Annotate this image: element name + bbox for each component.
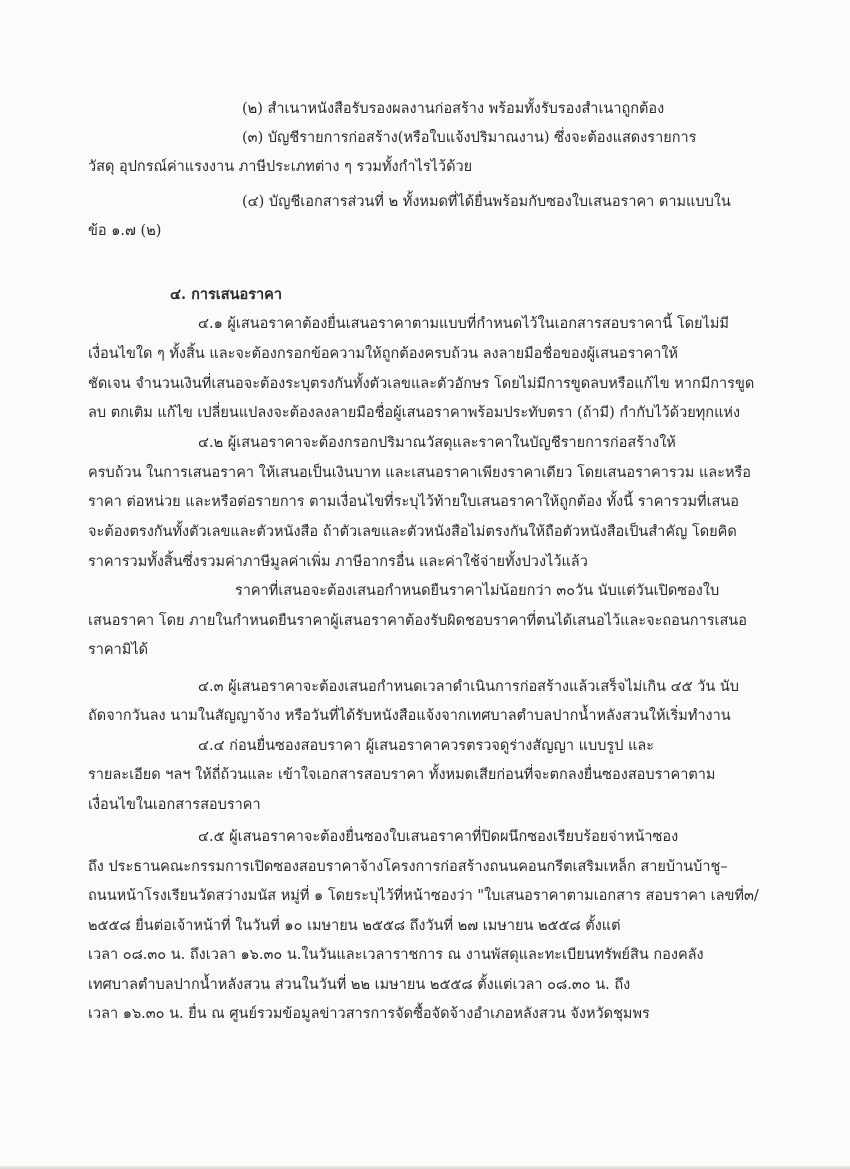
doc-line-4-5-f: เทศบาลตำบลปากน้ำหลังสวน ส่วนในวันที่ ๒๒ เมษายน ๒๕๕๘ ตั้งแต่เวลา ๐๘.๓๐ น. ถึง	[88, 977, 631, 993]
doc-line-4-3-b: ถัดจากวันลง นามในสัญญาจ้าง หรือวันที่ได้รับหนังสือแจ้งจากเทศบาลตำบลปากน้ำหลังสวนให้เริ่มทำงาน	[88, 708, 731, 724]
doc-line-item-3: (๓) บัญชีรายการก่อสร้าง(หรือใบแจ้งปริมาณงาน) ซึ่งจะต้องแสดงรายการ	[242, 130, 697, 146]
doc-line-4-1-b: เงื่อนไขใด ๆ ทั้งสิ้น และจะต้องกรอกข้อความให้ถูกต้องครบถ้วน ลงลายมือชื่อของผู้เสนอราคาให้	[88, 346, 678, 362]
doc-line-item-4-cont: ข้อ ๑.๗ (๒)	[88, 223, 162, 239]
doc-line-item-2: (๒) สำเนาหนังสือรับรองผลงานก่อสร้าง พร้อมทั้งรับรองสำเนาถูกต้อง	[242, 101, 665, 117]
doc-line-4-1-d: ลบ ตกเติม แก้ไข เปลี่ยนแปลงจะต้องลงลายมือชื่อผู้เสนอราคาพร้อมประทับตรา (ถ้ามี) กำกับไว้ด้วยทุกแห่ง	[88, 405, 741, 421]
doc-line-4-1: ๔.๑ ผู้เสนอราคาต้องยื่นเสนอราคาตามแบบที่กำหนดไว้ในเอกสารสอบราคานี้ โดยไม่มี	[198, 316, 729, 332]
doc-line-price-validity-c: ราคามิได้	[88, 642, 149, 658]
doc-line-4-5: ๔.๕ ผู้เสนอราคาจะต้องยื่นซองใบเสนอราคาที่ปิดผนึกซองเรียบร้อยจ่าหน้าซอง	[198, 829, 679, 845]
doc-line-4-5-c: ถนนหน้าโรงเรียนวัดสว่างมนัส หมู่ที่ ๑ โดยระบุไว้ที่หน้าซองว่า "ใบเสนอราคาตามเอกสาร สอบราคา เลขที่๓/	[88, 888, 759, 904]
doc-line-4-2-e: ราคารวมทั้งสิ้นซึ่งรวมค่าภาษีมูลค่าเพิ่ม ภาษีอากรอื่น และค่าใช้จ่ายทั้งปวงไว้แล้ว	[88, 554, 588, 570]
doc-line-4-2-c: ราคา ต่อหน่วย และหรือต่อรายการ ตามเงื่อนไขที่ระบุไว้ท้ายใบเสนอราคาให้ถูกต้อง ทั้งนี้ ราคารวมที่เสนอ	[88, 494, 740, 510]
doc-line-4-5-g: เวลา ๑๖.๓๐ น. ยื่น ณ ศูนย์รวมข้อมูลข่าวสารการจัดซื้อจัดจ้างอำเภอหลังสวน จังหวัดชุมพร	[88, 1006, 650, 1022]
doc-line-4-2: ๔.๒ ผู้เสนอราคาจะต้องกรอกปริมาณวัสดุและราคาในบัญชีรายการก่อสร้างให้	[198, 435, 676, 451]
doc-line-4-4: ๔.๔ ก่อนยื่นซองสอบราคา ผู้เสนอราคาควรตรวจดูร่างสัญญา แบบรูป และ	[198, 738, 655, 754]
section-heading-bidding: ๔. การเสนอราคา	[170, 286, 282, 303]
doc-line-4-4-b: รายละเอียด ฯลฯ ให้ถี่ถ้วนและ เข้าใจเอกสารสอบราคา ทั้งหมดเสียก่อนที่จะตกลงยื่นซองสอบราคาตาม	[88, 767, 716, 783]
doc-line-4-5-b: ถึง ประธานคณะกรรมการเปิดซองสอบราคาจ้างโครงการก่อสร้างถนนคอนกรีตเสริมเหล็ก สายบ้านบ้าชู–	[88, 859, 728, 875]
doc-line-price-validity-b: เสนอราคา โดย ภายในกำหนดยืนราคาผู้เสนอราคาต้องรับผิดชอบราคาที่ตนได้เสนอไว้และจะถอนการเสนอ	[88, 613, 747, 629]
doc-line-4-4-c: เงื่อนไขในเอกสารสอบราคา	[88, 797, 261, 813]
doc-line-item-4: (๔) บัญชีเอกสารส่วนที่ ๒ ทั้งหมดที่ได้ยื่นพร้อมกับซองใบเสนอราคา ตามแบบใน	[242, 194, 731, 210]
doc-line-4-2-d: จะต้องตรงกันทั้งตัวเลขและตัวหนังสือ ถ้าตัวเลขและตัวหนังสือไม่ตรงกันให้ถือตัวหนังสือเป็นสำคัญ โดยคิด	[88, 524, 737, 540]
doc-line-4-3: ๔.๓ ผู้เสนอราคาจะต้องเสนอกำหนดเวลาดำเนินการก่อสร้างแล้วเสร็จไม่เกิน ๔๕ วัน นับ	[198, 679, 739, 695]
doc-line-4-2-b: ครบถ้วน ในการเสนอราคา ให้เสนอเป็นเงินบาท และเสนอราคาเพียงราคาเดียว โดยเสนอราคารวม และหรือ	[88, 465, 752, 481]
doc-line-4-5-d: ๒๕๕๘ ยื่นต่อเจ้าหน้าที่ ในวันที่ ๑๐ เมษายน ๒๕๕๘ ถึงวันที่ ๒๗ เมษายน ๒๕๕๘ ตั้งแต่	[88, 918, 621, 934]
doc-line-4-1-c: ชัดเจน จำนวนเงินที่เสนอจะต้องระบุตรงกันทั้งตัวเลขและตัวอักษร โดยไม่มีการขูดลบหรือแก้ไข หากมีการขูด	[88, 376, 755, 392]
doc-line-price-validity: ราคาที่เสนอจะต้องเสนอกำหนดยืนราคาไม่น้อยกว่า ๓๐วัน นับแต่วันเปิดซองใบ	[235, 583, 720, 599]
doc-line-item-3-cont: วัสดุ อุปกรณ์ค่าแรงงาน ภาษีประเภทต่าง ๆ รวมทั้งกำไรไว้ด้วย	[88, 159, 473, 175]
doc-line-4-5-e: เวลา ๐๘.๓๐ น. ถึงเวลา ๑๖.๓๐ น.ในวันและเวลาราชการ ณ งานพัสดุและทะเบียนทรัพย์สิน กองคลัง	[88, 947, 704, 963]
